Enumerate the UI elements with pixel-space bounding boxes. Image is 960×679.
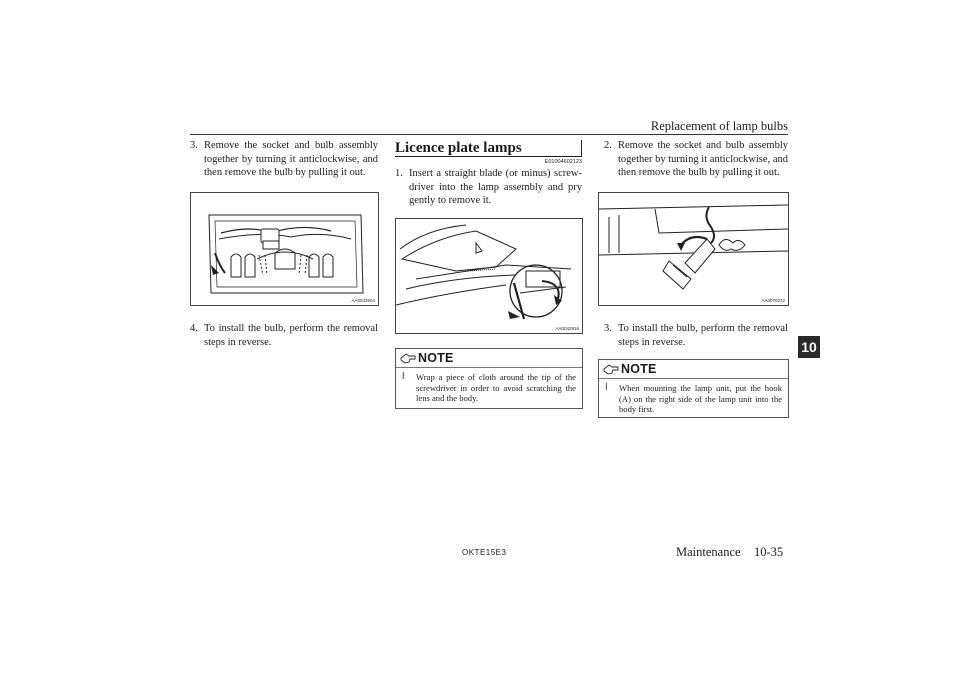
running-header: Replacement of lamp bulbs: [650, 119, 788, 133]
step-text: To install the bulb, perform the removal steps in reverse.: [618, 323, 788, 348]
screwdriver-pry-illustration: [396, 219, 582, 333]
figure-lamp-socket: [598, 192, 789, 306]
step-text: To install the bulb, perform the removal steps in reverse.: [204, 323, 378, 348]
lamp-socket-illustration: [599, 193, 788, 305]
right-step-3: [604, 322, 788, 349]
note-body: [599, 379, 788, 420]
section-corner: [581, 140, 582, 156]
step-number: 3.: [190, 140, 198, 151]
note-hand-icon: [603, 363, 619, 375]
figure-screwdriver-pry: [395, 218, 583, 334]
figure-socket-removal: [190, 192, 379, 306]
note-header: [396, 349, 582, 368]
note-text: Wrap a piece of cloth around the tip of the screwdriver in order to avoid scratching the lens and the body.: [416, 372, 576, 404]
note-label: NOTE: [418, 351, 454, 365]
step-number: 1.: [395, 168, 403, 179]
note-hand-icon: [400, 352, 416, 364]
note-box-right: [598, 359, 789, 418]
section-code: E01004602123: [544, 159, 582, 165]
middle-step-1: [395, 167, 582, 208]
step-number: 4.: [190, 323, 198, 334]
header-rule: [190, 134, 788, 135]
step-text: Remove the socket and bulb assembly together by turning it anticlockwise, and then remove the bulb by pulling it out.: [618, 140, 788, 178]
right-step-2: [604, 139, 788, 180]
note-body: [396, 368, 582, 409]
note-box-middle: [395, 348, 583, 409]
note-text: When mounting the lamp unit, put the hook (A) on the right side of the lamp unit into the body first.: [619, 383, 782, 415]
left-step-4: [190, 322, 378, 349]
note-bullet: l: [402, 372, 405, 382]
step-number: 3.: [604, 323, 612, 334]
socket-removal-illustration: [191, 193, 378, 305]
left-step-3: [190, 139, 378, 180]
step-number: 2.: [604, 140, 612, 151]
figure-code: AA0070272: [761, 298, 785, 303]
chapter-tab: 10: [798, 336, 820, 358]
step-text: Insert a straight blade (or minus) screw-driver into the lamp assembly and pry gently to remove it.: [409, 168, 582, 206]
footer-section: Maintenance: [676, 545, 741, 559]
section-title: Licence plate lamps: [395, 140, 522, 156]
figure-code: AA0042916: [555, 326, 579, 331]
footer-page-number: 10-35: [754, 545, 784, 559]
note-bullet: l: [605, 383, 608, 393]
figure-code: AA0043504: [351, 298, 375, 303]
note-label: NOTE: [621, 362, 657, 376]
step-text: Remove the socket and bulb assembly together by turning it anticlockwise, and then remove the bulb by pulling it out.: [204, 140, 378, 178]
footer-doc-code: OKTE15E3: [462, 548, 507, 557]
note-header: [599, 360, 788, 379]
section-underline: [395, 156, 582, 157]
